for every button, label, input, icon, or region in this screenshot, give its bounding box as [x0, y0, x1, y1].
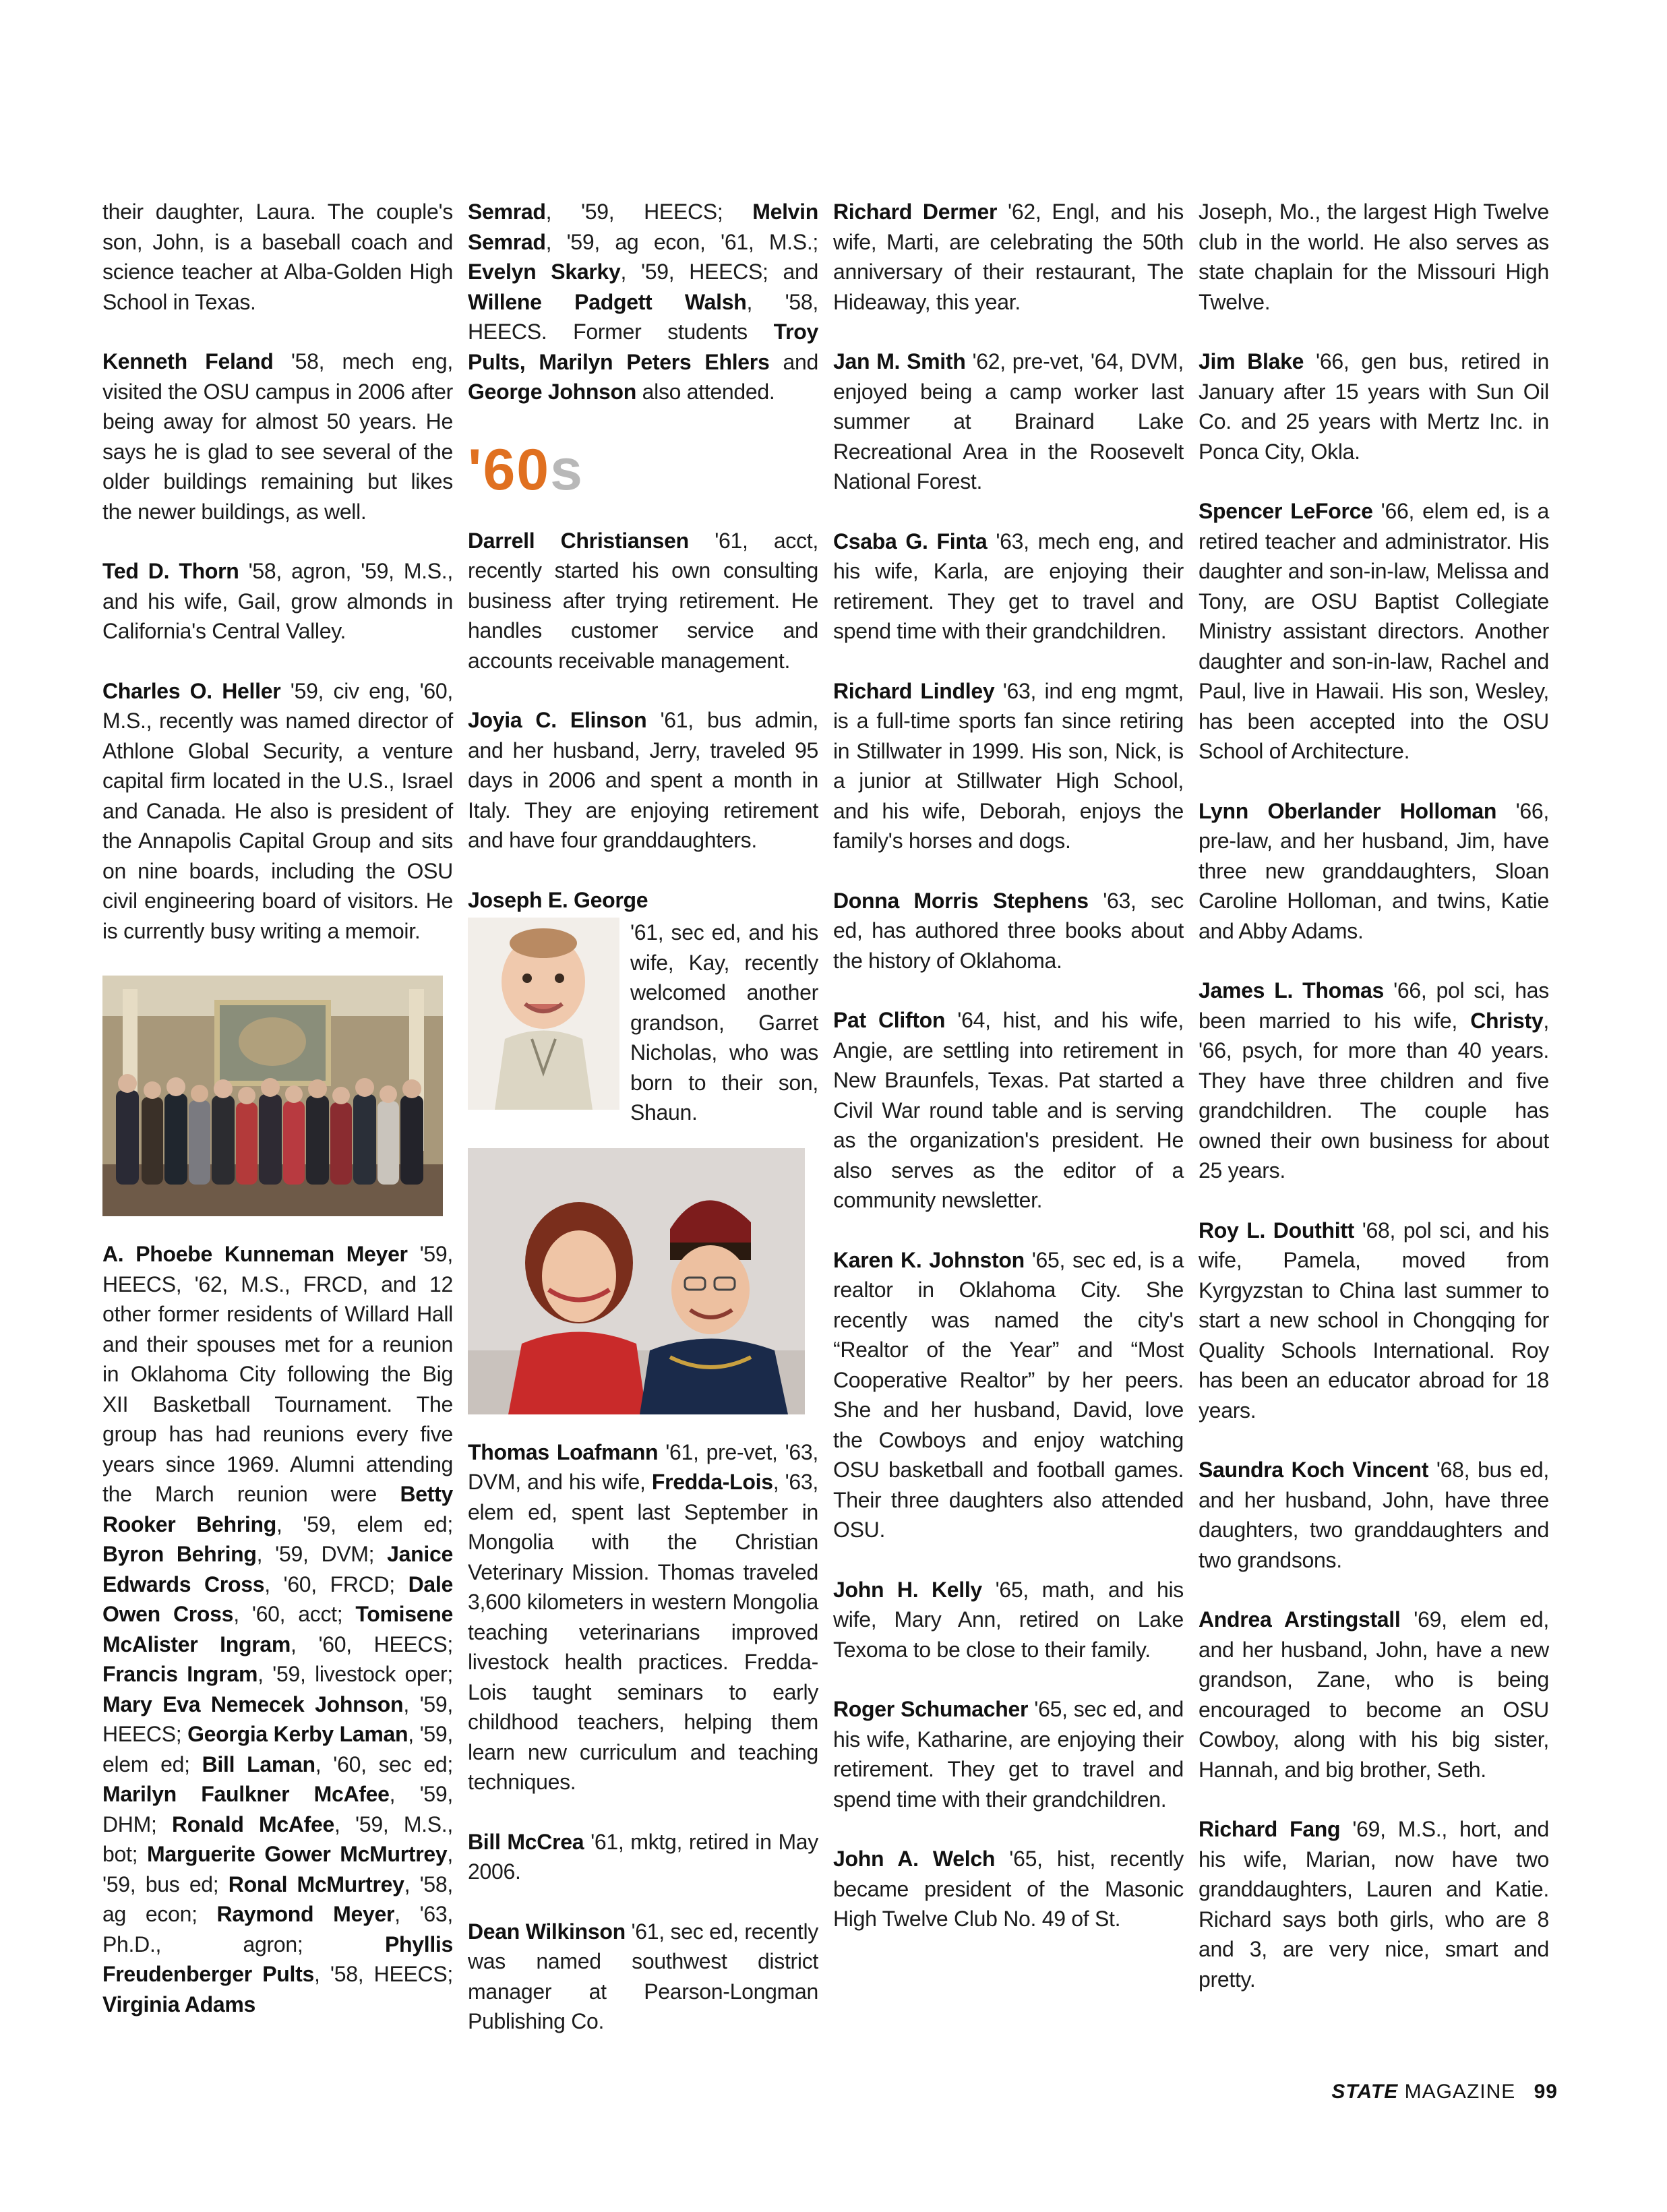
- class-note: Joyia C. Elinson '61, bus admin, and her husband, Jerry, traveled 95 days in 2006 and spent a month in Italy. They are enjoying retirement and have four granddaughters.: [468, 708, 819, 852]
- alumni-name: Andrea Arstingstall: [1199, 1607, 1401, 1632]
- class-note: Kenneth Feland '58, mech eng, visited the OSU campus in 2006 after being away for almost 50 years. He says he is glad to see several of the older buildings remaining but likes the newer buildings, as well.: [102, 349, 453, 524]
- alumni-name: Betty Rooker Behring: [102, 1482, 453, 1536]
- magazine-brand: STATE: [1331, 2081, 1399, 2103]
- alumni-name: Byron Behring: [102, 1542, 257, 1566]
- alumni-name: Dale Owen Cross: [102, 1572, 453, 1626]
- alumni-name: Roger Schumacher: [833, 1697, 1029, 1721]
- class-note: Ted D. Thorn '58, agron, '59, M.S., and his wife, Gail, grow almonds in California's Central Valley.: [102, 559, 453, 643]
- alumni-name: Phyllis Freudenberger Pults: [102, 1932, 453, 1986]
- alumni-name: John H. Kelly: [833, 1577, 982, 1602]
- alumni-name: James L. Thomas: [1199, 978, 1385, 1003]
- alumni-name: Melvin Semrad: [468, 200, 818, 254]
- alumni-name: Jan M. Smith: [833, 349, 966, 373]
- alumni-name: Charles O. Heller: [102, 678, 281, 703]
- class-note: Donna Morris Stephens '63, sec ed, has authored three books about the history of Oklahoma.: [833, 888, 1184, 973]
- alumni-name: Ronald McAfee: [171, 1812, 335, 1836]
- column-4: [1199, 197, 1549, 1994]
- alumni-name: Marguerite Gower McMurtrey: [147, 1842, 448, 1866]
- class-note: Semrad, '59, HEECS; Melvin Semrad, '59, ag econ, '61, M.S.; Evelyn Skarky, '59, HEECS; and Willene Padgett Walsh, '58, HEECS. Former students Troy Pults, Marilyn Peters Ehlers and George Johnson also attended.: [468, 200, 818, 404]
- class-note: Charles O. Heller '59, civ eng, '60, M.S., recently was named director of Athlone Global Security, a venture capital firm located in the U.S., Israel and Canada. He also is president of the Annapolis Capital Group and sits on nine boards, including the OSU civil engineering board of visitors. He is currently busy writing a memoir.: [102, 678, 453, 943]
- alumni-name: Bill Laman: [202, 1752, 315, 1776]
- alumni-name: Thomas Loafmann: [468, 1439, 659, 1464]
- alumni-name: Georgia Kerby Laman: [187, 1722, 408, 1746]
- class-note: Andrea Arstingstall '69, elem ed, and her husband, John, have a new grandson, Zane, who is being encouraged to become an OSU Cowboy, along with his big sister, Hannah, and big brother, Seth.: [1199, 1607, 1549, 1782]
- alumni-name: Semrad: [468, 200, 546, 224]
- page-number: 99: [1534, 2081, 1558, 2103]
- alumni-name: A. Phoebe Kunneman Meyer: [102, 1242, 408, 1266]
- alumni-name: Donna Morris Stephens: [833, 888, 1089, 913]
- class-note: their daughter, Laura. The couple's son, John, is a baseball coach and science teacher at Alba-Golden High School in Texas.: [102, 200, 453, 314]
- class-note: Roy L. Douthitt '68, pol sci, and his wife, Pamela, moved from Kyrgyzstan to China last summer to start a new school in Chongqing for Quality Schools International. Roy has been an educator abroad for 18 years.: [1199, 1218, 1549, 1423]
- loafmann-couple-photo: [468, 1148, 805, 1414]
- alumni-name: Joseph E. George: [468, 887, 648, 912]
- alumni-name: Janice Edwards Cross: [102, 1542, 453, 1596]
- class-note: Roger Schumacher '65, sec ed, and his wife, Katharine, are enjoying their retirement. They get to travel and spend time with their grandchildren.: [833, 1697, 1184, 1812]
- reunion-group-illustration: [102, 976, 443, 1216]
- decade-heading-60s: '60s: [468, 437, 584, 502]
- alumni-name: Lynn Oberlander Holloman: [1199, 798, 1497, 823]
- alumni-name: Evelyn Skarky: [468, 260, 621, 284]
- alumni-name: Joyia C. Elinson: [468, 708, 647, 732]
- class-note: James L. Thomas '66, pol sci, has been married to his wife, Christy, '66, psych, for more than 40 years. They have three children and five grandchildren. The couple has owned their own business for about 25 years.: [1199, 978, 1549, 1183]
- class-note: Richard Lindley '63, ind eng mgmt, is a full-time sports fan since retiring in Stillwater in 1999. His son, Nick, is a junior at Stillwater High School, and his wife, Deborah, enjoys the family's horses and dogs.: [833, 678, 1184, 853]
- alumni-name: Tomisene McAlister Ingram: [102, 1602, 453, 1656]
- alumni-name: Ronal McMurtrey: [228, 1872, 404, 1896]
- alumni-name: Ted D. Thorn: [102, 559, 239, 583]
- grandson-photo: [468, 918, 619, 1110]
- alumni-name: George Johnson: [468, 380, 637, 404]
- class-note: Bill McCrea '61, mktg, retired in May 2006.: [468, 1829, 819, 1884]
- column-2: [468, 197, 818, 2037]
- alumni-name: Saundra Koch Vincent: [1199, 1458, 1429, 1482]
- alumni-name: Karen K. Johnston: [833, 1247, 1025, 1272]
- alumni-name: John A. Welch: [833, 1847, 996, 1871]
- class-note: Darrell Christiansen '61, acct, recently started his own consulting business after trying retirement. He handles customer service and accounts receivable management.: [468, 528, 818, 673]
- class-note: Richard Dermer '62, Engl, and his wife, Marti, are celebrating the 50th anniversary of their restaurant, The Hideaway, this year.: [833, 200, 1184, 314]
- class-note: Thomas Loafmann '61, pre-vet, '63, DVM, and his wife, Fredda-Lois, '63, elem ed, spent last September in Mongolia with the Christian Veterinary Mission. Thomas traveled 3,600 kilometers in western Mongolia teaching veterinarians improved livestock health practices. Fredda-Lois taught seminars to early childhood teachers, helping them learn new curriculum and teaching techniques.: [468, 1439, 818, 1794]
- class-note: Pat Clifton '64, hist, and his wife, Angie, are settling into retirement in New Braunfels, Texas. Pat started a Civil War round table and is serving as the organization's president. He also serves as the editor of a community newsletter.: [833, 1008, 1184, 1212]
- alumni-name: Christy: [1470, 1008, 1544, 1033]
- alumni-name: Richard Dermer: [833, 200, 998, 224]
- alumni-name: Troy Pults, Marilyn Peters Ehlers: [468, 320, 818, 374]
- class-note: Lynn Oberlander Holloman '66, pre-law, and her husband, Jim, have three new granddaughters, Sloan Caroline Holloman, and twins, Katie and Abby Adams.: [1199, 798, 1549, 943]
- class-note: Joseph, Mo., the largest High Twelve club in the world. He also serves as state chaplain for the Missouri High Twelve.: [1199, 200, 1549, 314]
- class-note: A. Phoebe Kunneman Meyer '59, HEECS, '62, M.S., FRCD, and 12 other former residents of Willard Hall and their spouses met for a reunion in Oklahoma City following the Big XII Basketball Tournament. The group has had reunions every five years since 1969. Alumni attending the March reunion were Betty Rooker Behring, '59, elem ed; Byron Behring, '59, DVM; Janice Edwards Cross, '60, FRCD; Dale Owen Cross, '60, acct; Tomisene McAlister Ingram, '60, HEECS; Francis Ingram, '59, livestock oper; Mary Eva Nemecek Johnson, '59, HEECS; Georgia Kerby Laman, '59, elem ed; Bill Laman, '60, sec ed; Marilyn Faulkner McAfee, '59, DHM; Ronald McAfee, '59, M.S., bot; Marguerite Gower McMurtrey, '59, bus ed; Ronal McMurtrey, '58, ag econ; Raymond Meyer, '63, Ph.D., agron; Phyllis Freudenberger Pults, '58, HEECS; Virginia Adams: [102, 1242, 454, 2016]
- alumni-name: Darrell Christiansen: [468, 528, 689, 553]
- alumni-name: Richard Fang: [1199, 1817, 1341, 1841]
- alumni-name: Mary Eva Nemecek Johnson: [102, 1692, 404, 1716]
- magazine-label: MAGAZINE: [1404, 2081, 1516, 2103]
- page-footer: [1331, 2081, 1558, 2103]
- alumni-name: Raymond Meyer: [216, 1902, 395, 1926]
- column-3: [833, 197, 1184, 1934]
- alumni-name: Marilyn Faulkner McAfee: [102, 1782, 390, 1806]
- alumni-name: Dean Wilkinson: [468, 1919, 626, 1944]
- class-note: Richard Fang '69, M.S., hort, and his wife, Marian, now have two granddaughters, Lauren and Katie. Richard says both girls, who are 8 and 3, are very nice, smart and pretty.: [1199, 1817, 1550, 1992]
- column-1: [102, 197, 453, 2019]
- class-note: Saundra Koch Vincent '68, bus ed, and her husband, John, have three daughters, two granddaughters and two grandsons.: [1199, 1458, 1549, 1572]
- class-note: John H. Kelly '65, math, and his wife, Mary Ann, retired on Lake Texoma to be close to their family.: [833, 1577, 1184, 1662]
- couple-illustration: [468, 1148, 805, 1414]
- class-note: Dean Wilkinson '61, sec ed, recently was named southwest district manager at Pearson-Longman Publishing Co.: [468, 1919, 818, 2033]
- alumni-name: Spencer LeForce: [1199, 499, 1373, 523]
- class-note: Spencer LeForce '66, elem ed, is a retired teacher and administrator. His daughter and son-in-law, Melissa and Tony, are OSU Baptist Collegiate Ministry assistant directors. Another daughter and son-in-law, Rachel and Paul, live in Hawaii. His son, Wesley, has been accepted into the OSU School of Architecture.: [1199, 499, 1549, 763]
- alumni-name: Csaba G. Finta: [833, 529, 988, 554]
- alumni-name: Willene Padgett Walsh: [468, 289, 747, 314]
- class-note: Karen K. Johnston '65, sec ed, is a realtor in Oklahoma City. She recently was named the city's “Realtor of the Year” and “Most Cooperative Realtor” by her peers. She and her husband, David, love the Cowboys and enjoy watching OSU basketball and football games. Their three daughters also attended OSU.: [833, 1247, 1184, 1542]
- class-note: John A. Welch '65, hist, recently became president of the Masonic High Twelve Club No. 49 of St.: [833, 1847, 1184, 1931]
- class-note: Csaba G. Finta '63, mech eng, and his wife, Karla, are enjoying their retirement. They get to travel and spend time with their grandchildren.: [833, 529, 1184, 643]
- alumni-name: Francis Ingram: [102, 1662, 258, 1686]
- class-note: Jan M. Smith '62, pre-vet, '64, DVM, enjoyed being a camp worker last summer at Brainard Lake Recreational Area in the Roosevelt National Forest.: [833, 349, 1184, 494]
- alumni-name: Roy L. Douthitt: [1199, 1218, 1354, 1243]
- alumni-name: Jim Blake: [1199, 349, 1304, 373]
- alumni-name: Kenneth Feland: [102, 349, 274, 373]
- reunion-group-photo: [102, 976, 443, 1216]
- alumni-name: Pat Clifton: [833, 1008, 946, 1032]
- alumni-name: Richard Lindley: [833, 678, 995, 703]
- alumni-name: Fredda-Lois: [651, 1470, 773, 1494]
- alumni-name: Bill McCrea: [468, 1829, 584, 1854]
- baby-illustration: [468, 918, 619, 1110]
- alumni-name: Virginia Adams: [102, 1992, 255, 2016]
- class-note: Joseph E. George '61, sec ed, and his wife, Kay, recently welcomed another grandson, Garret Nicholas, who was born to their son, Shaun.: [468, 885, 818, 1128]
- class-note: Jim Blake '66, gen bus, retired in January after 15 years with Sun Oil Co. and 25 years with Mertz Inc. in Ponca City, Okla.: [1199, 349, 1549, 464]
